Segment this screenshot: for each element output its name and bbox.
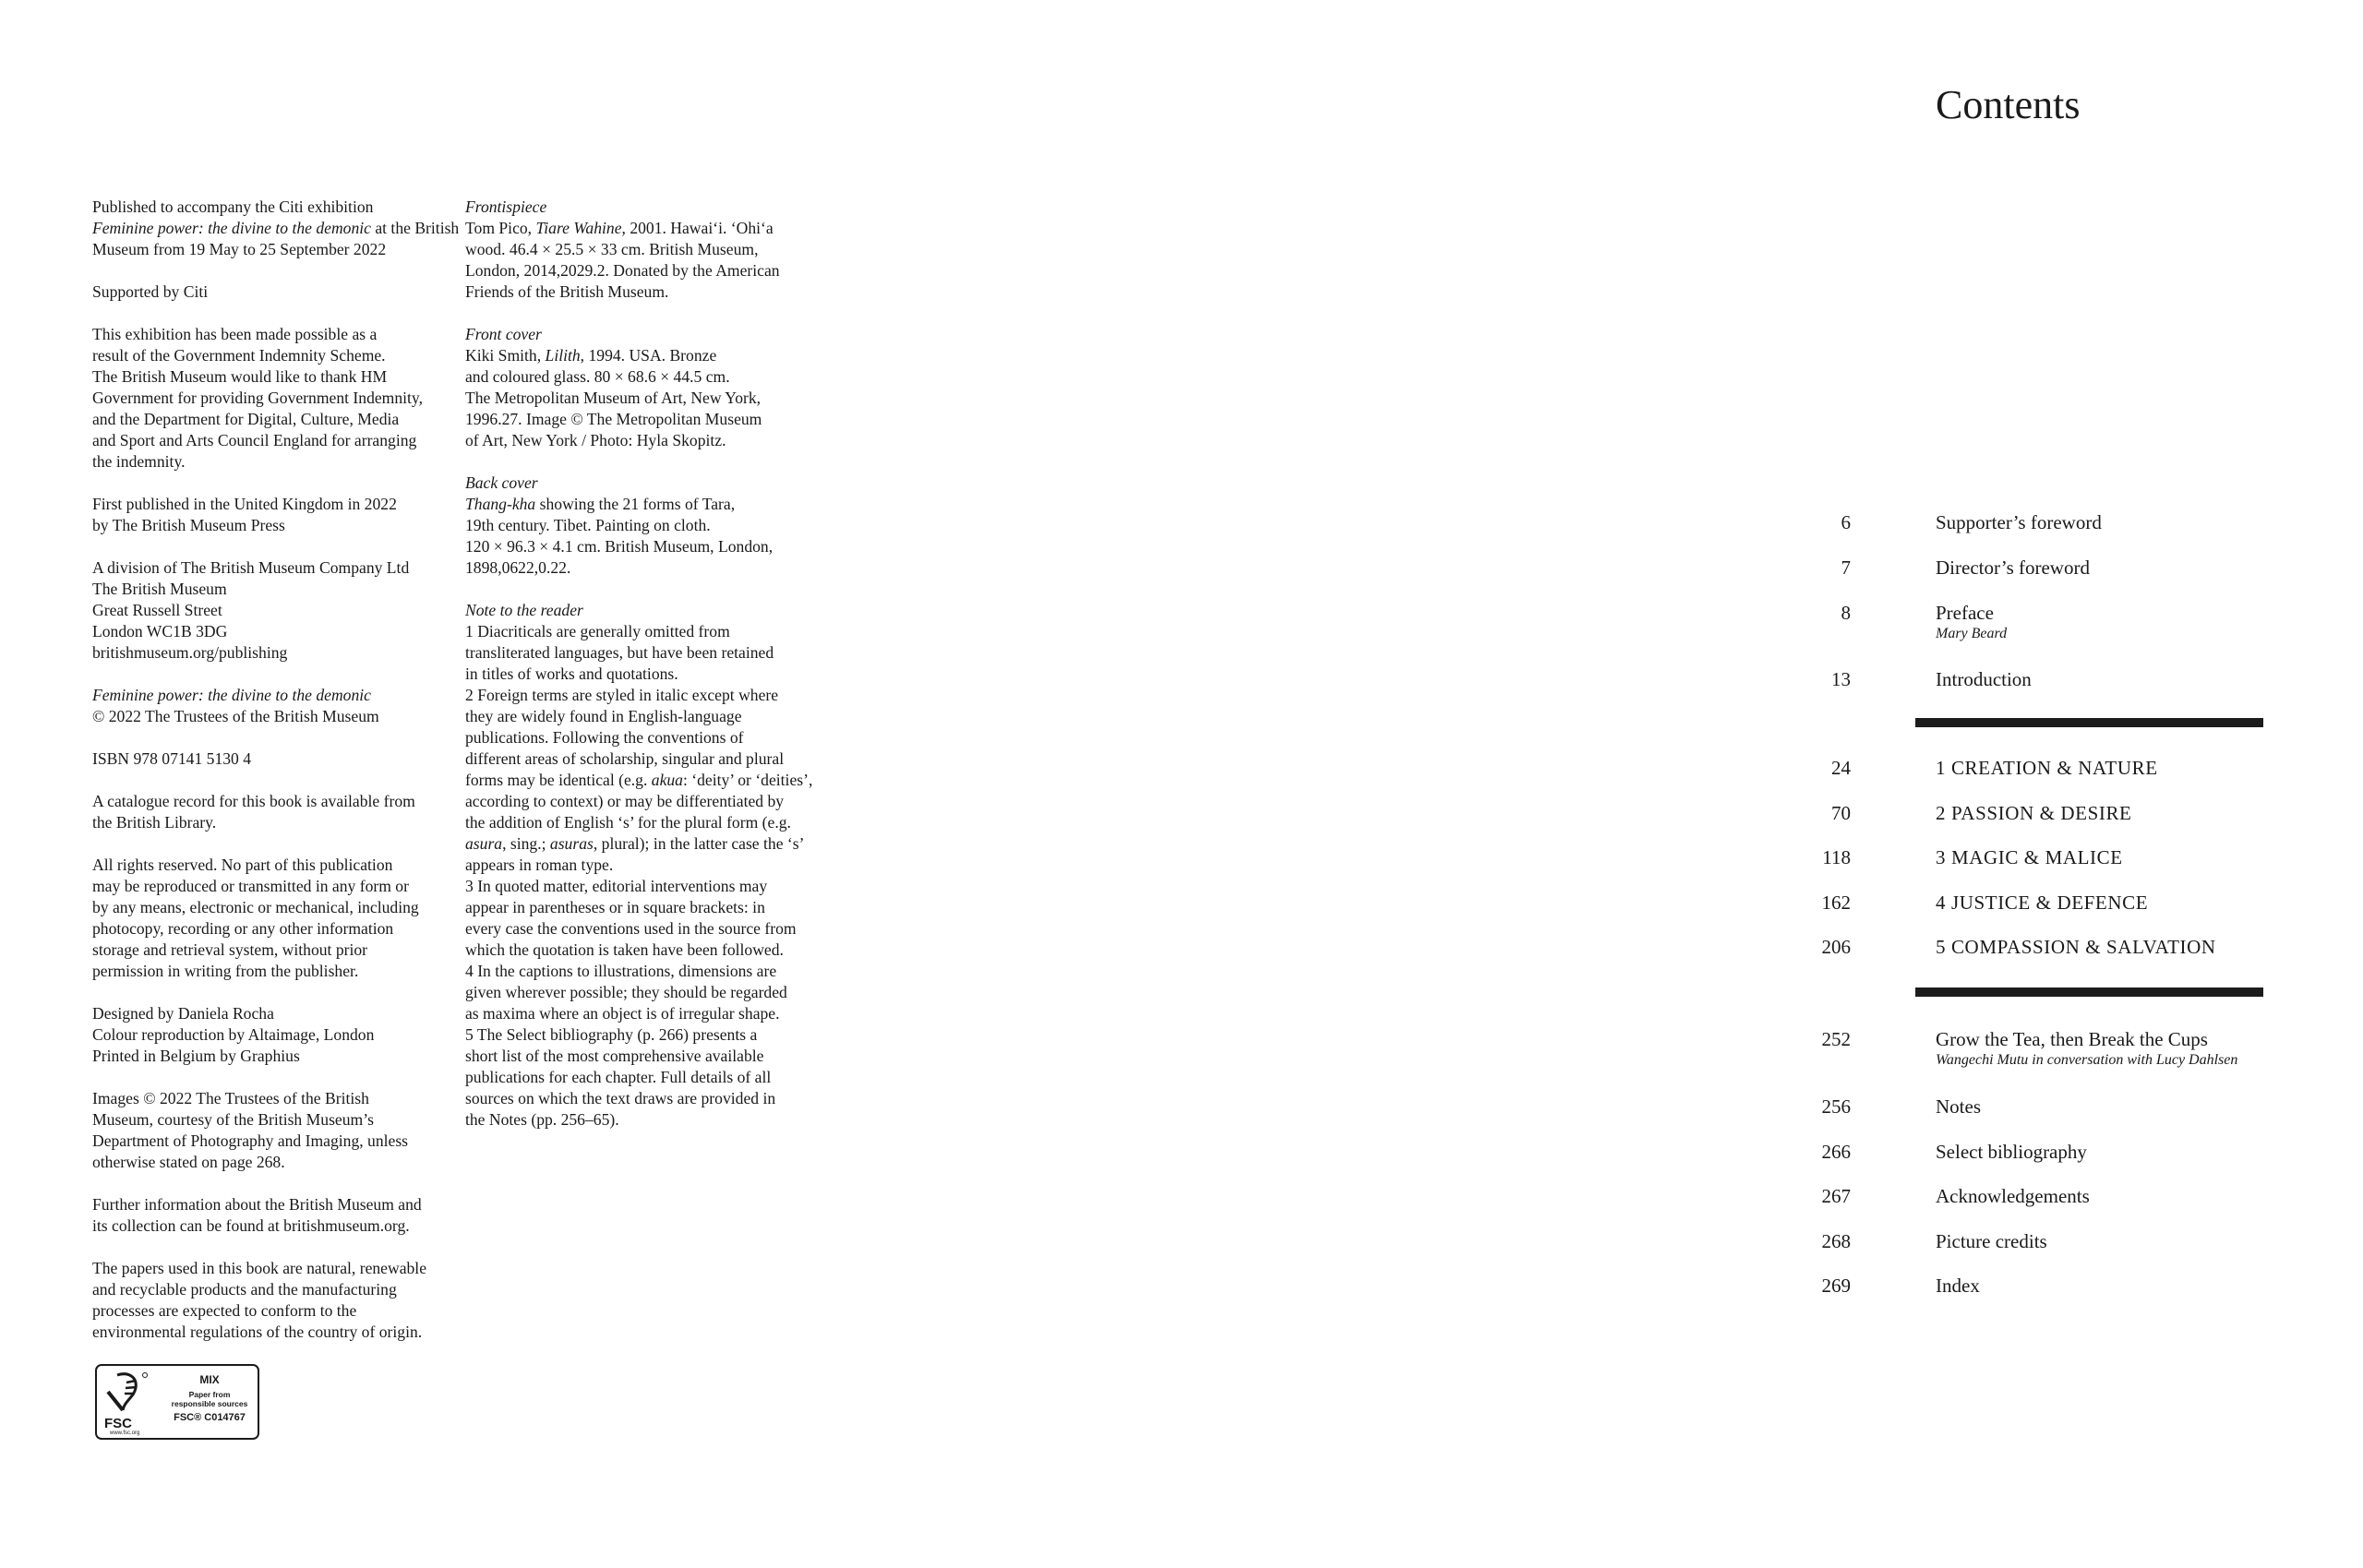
toc-page-number: 118 (1822, 846, 1851, 868)
toc-page-number: 6 (1841, 511, 1851, 533)
rights-statement: All rights reserved. No part of this publication may be reproduced or transmitted in any form or by any means, electronic or mechanical, including photocopy, recording or any other information storage and retrieval system, without prior permission in writing from the publisher. (92, 856, 419, 980)
toc-author: Mary Beard (1936, 626, 2008, 641)
toc-chapter-label: 1 CREATION & NATURE (1936, 757, 2158, 779)
indemnity-statement: This exhibition has been made possible as a result of the Government Indemnity Scheme. The British Museum would like to thank HM Government for providing Government Indemnity, and the Department for Digital, Culture, Media and Sport and Arts Council England for arranging the indemnity. (92, 325, 423, 471)
toc-entry[interactable] (1800, 600, 2280, 641)
toc-chapter-label: 3 MAGIC & MALICE (1936, 846, 2123, 868)
tree-check-icon (101, 1370, 158, 1416)
toc-chapter-label: 4 JUSTICE & DEFENCE (1936, 892, 2149, 914)
toc-label: Index (1936, 1275, 1980, 1297)
toc-page-number: 7 (1841, 557, 1851, 579)
toc-page-number: 252 (1821, 1028, 1851, 1050)
toc-entry[interactable] (1800, 1094, 2280, 1123)
image-credits: Images © 2022 The Trustees of the British Museum, courtesy of the British Museum’s Department of Photography and Imaging, unless otherwise stated on page 268. (92, 1089, 409, 1171)
copyright-statement: Feminine power: the divine to the demonic © 2022 The Trustees of the British Museum (92, 686, 379, 725)
section-divider (1915, 718, 2263, 727)
toc-label: Acknowledgements (1936, 1185, 2090, 1207)
toc-chapter-entry[interactable] (1800, 934, 2280, 964)
toc-page-number: 13 (1831, 668, 1851, 690)
toc-chapter-entry[interactable] (1800, 890, 2280, 919)
frontispiece-credit: Frontispiece Tom Pico, Tiare Wahine, 2001. Hawai‘i. ‘Ohi‘a wood. 46.4 × 25.5 × 33 cm. British Museum, London, 2014,2029.2. Donated by the American Friends of the British Museum. (465, 197, 780, 301)
toc-page-number: 266 (1821, 1141, 1851, 1163)
toc-chapter-label: 2 PASSION & DESIRE (1936, 802, 2132, 824)
toc-label: Select bibliography (1936, 1141, 2087, 1163)
paper-statement: The papers used in this book are natural, renewable and recyclable products and the manufacturing processes are expected to conform to the environmental regulations of the country of origin. (92, 1259, 427, 1341)
toc-label: Introduction (1936, 668, 2032, 690)
fsc-label (95, 1364, 259, 1440)
fsc-text: MIX Paper from responsible sources FSC® C014767 (171, 1373, 248, 1423)
toc-label: Grow the Tea, then Break the Cups (1936, 1028, 2208, 1050)
design-credits: Designed by Daniela Rocha Colour reproduction by Altaimage, London Printed in Belgium by Graphius (92, 1004, 375, 1065)
toc-page-number: 269 (1821, 1275, 1851, 1297)
toc-entry[interactable] (1800, 1026, 2280, 1068)
toc-page-number: 24 (1831, 757, 1851, 779)
toc-entry[interactable] (1800, 555, 2280, 584)
front-cover-credit: Front cover Kiki Smith, Lilith, 1994. USA. Bronze and coloured glass. 80 × 68.6 × 44.5 cm. The Metropolitan Museum of Art, New York, 1996.27. Image © The Metropolitan Museum of Art, New York / Photo: Hyla Skopitz. (465, 325, 762, 449)
toc-author: Wangechi Mutu in conversation with Lucy Dahlsen (1936, 1052, 2238, 1068)
toc-label: Preface (1936, 602, 1994, 624)
section-divider (1915, 987, 2263, 997)
toc-chapter-label: 5 COMPASSION & SALVATION (1936, 936, 2216, 958)
toc-chapter-entry[interactable] (1800, 844, 2280, 874)
toc-entry[interactable] (1800, 1183, 2280, 1213)
imprint-column (92, 197, 460, 1364)
toc-entry[interactable] (1800, 1273, 2280, 1302)
toc-page-number: 70 (1831, 802, 1851, 824)
note-to-reader: Note to the reader 1 Diacriticals are generally omitted from transliterated languages, but have been retained in titles of works and quotations. 2 Foreign terms are styled in italic except where they are widely found in English-language publications. Following the conventions of different areas of scholarship, singular and plural forms may be identical (e.g. akua: ‘deity’ or ‘deities’, according to context) or may be differentiated by the addition of English ‘s’ for the plural form (e.g. asura, sing.; asuras, plural); in the latter case the ‘s’ appears in roman type. 3 In quoted matter, editorial interventions may appear in parentheses or in square brackets: in every case the conventions used in the source from which the quotation is taken have been followed. 4 In the captions to illustrations, dimensions are given wherever possible; they should be regarded as maxima where an object is of irregular shape. 5 The Select bibliography (p. 266) presents a short list of the most comprehensive available publications for each chapter. Full details of all sources on which the text draws are provided in the Notes (pp. 256–65). (465, 601, 813, 1129)
toc-label: Director’s foreword (1936, 557, 2090, 579)
isbn: ISBN 978 07141 5130 4 (92, 749, 252, 768)
toc-page-number: 268 (1821, 1230, 1851, 1252)
toc-label: Supporter’s foreword (1936, 511, 2102, 533)
contents-title: Contents (1936, 82, 2081, 127)
publisher-address: A division of The British Museum Company Ltd The British Museum Great Russell Street London WC1B 3DG britishmuseum.org/publishing (92, 558, 410, 662)
back-cover-credit: Back cover Thang-kha showing the 21 forms of Tara, 19th century. Tibet. Painting on cloth. 120 × 96.3 × 4.1 cm. British Museum, London, 1898,0622,0.22. (465, 473, 774, 577)
fsc-tree-logo: FSC www.fsc.org (101, 1370, 158, 1436)
exhibition-statement: Published to accompany the Citi exhibition Feminine power: the divine to the demonic at the British Museum from 19 May to 25 September 2022 (92, 197, 460, 258)
toc-page-number: 267 (1821, 1185, 1851, 1207)
catalogue-record: A catalogue record for this book is available from the British Library. (92, 792, 415, 832)
toc-entry[interactable] (1800, 1228, 2280, 1258)
toc-page-number: 8 (1841, 602, 1851, 624)
museum-info: Further information about the British Museum and its collection can be found at britishmuseum.org. (92, 1195, 422, 1235)
toc-entry[interactable] (1800, 666, 2280, 696)
toc-label: Picture credits (1936, 1230, 2047, 1252)
sponsor-statement: Supported by Citi (92, 282, 209, 301)
toc-entry[interactable] (1800, 1139, 2280, 1168)
toc-label: Notes (1936, 1095, 1981, 1118)
toc-page-number: 256 (1821, 1095, 1851, 1118)
credits-column (465, 197, 816, 1152)
toc-page-number: 162 (1821, 892, 1851, 914)
toc-chapter-entry[interactable] (1800, 755, 2280, 784)
toc-page-number: 206 (1821, 936, 1851, 958)
toc-entry[interactable] (1800, 509, 2280, 539)
toc-chapter-entry[interactable] (1800, 800, 2280, 830)
publication-statement: First published in the United Kingdom in 2022 by The British Museum Press (92, 495, 397, 534)
